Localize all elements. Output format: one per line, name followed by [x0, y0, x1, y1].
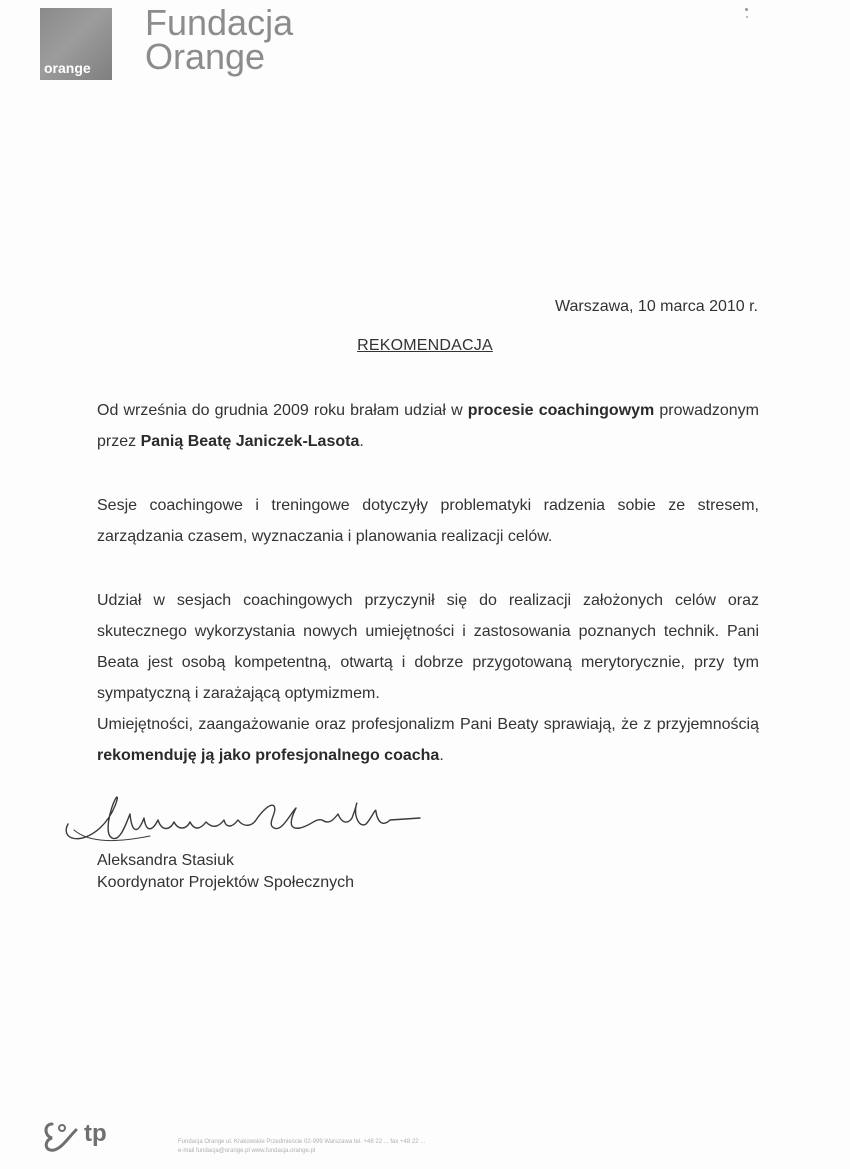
paragraph-4-text: Umiejętności, zaangażowanie oraz profesjonalizm Pani Beaty sprawiają, że z przyjemnością	[97, 716, 759, 733]
letter-body	[97, 395, 759, 771]
paragraph-1	[97, 395, 759, 457]
handwritten-signature	[60, 784, 440, 854]
paragraph-1-text: .	[359, 433, 364, 450]
paragraph-4	[97, 709, 759, 771]
tp-brand: tp	[84, 1120, 107, 1147]
signer-block	[97, 850, 354, 894]
signer-position: Koordynator Projektów Społecznych	[97, 874, 355, 891]
coach-name: Panią Beatę Janiczek-Lasota	[140, 433, 360, 450]
paragraph-1-text: prowadzonym przez	[97, 402, 760, 450]
footer-address	[178, 1138, 498, 1156]
signer-name: Aleksandra Stasiuk	[97, 852, 234, 869]
orange-logo-label: orange	[44, 60, 91, 76]
tp-logo-icon	[42, 1118, 122, 1154]
paragraph-3: Udział w sesjach coachingowych przyczynił się do realizacji założonych celów oraz skutecznego wykorzystania nowych umiejętności i zastosowania poznanych technik. Pani Beata jest osobą kompetentną, otwartą i dobrze przygotowaną merytorycznie, przy tym sympatyczną i zarażającą optymizmem.	[97, 592, 759, 702]
scan-speck	[745, 8, 748, 11]
paragraph-1-bold: procesie coachingowym	[467, 402, 655, 419]
footer-line-2: e-mail fundacja@orange.pl www.fundacja.orange.pl	[178, 1148, 316, 1154]
foundation-name-line1: Fundacja	[145, 2, 294, 43]
letter-date: Warszawa, 10 marca 2010 r.	[554, 298, 758, 315]
paragraph-4-text: .	[439, 747, 444, 764]
foundation-name-line2: Orange	[145, 36, 266, 77]
paragraph-2: Sesje coachingowe i treningowe dotyczyły problematyki radzenia sobie ze stresem, zarządzania czasem, wyznaczania i planowania realizacji celów.	[97, 497, 759, 545]
footer-line-1: Fundacja Orange ul. Krakowskie Przedmieście 02-999 Warszawa tel. +48 22 ... fax +48 22 ...	[178, 1139, 426, 1145]
orange-logo	[40, 8, 112, 80]
foundation-name	[145, 2, 294, 77]
scan-speck	[746, 16, 748, 18]
letter-title: REKOMENDACJA	[357, 337, 493, 354]
paragraph-4-bold: rekomenduję ją jako profesjonalnego coacha	[97, 747, 440, 764]
paragraph-1-text: Od września do grudnia 2009 roku brałam udział w	[97, 402, 468, 419]
